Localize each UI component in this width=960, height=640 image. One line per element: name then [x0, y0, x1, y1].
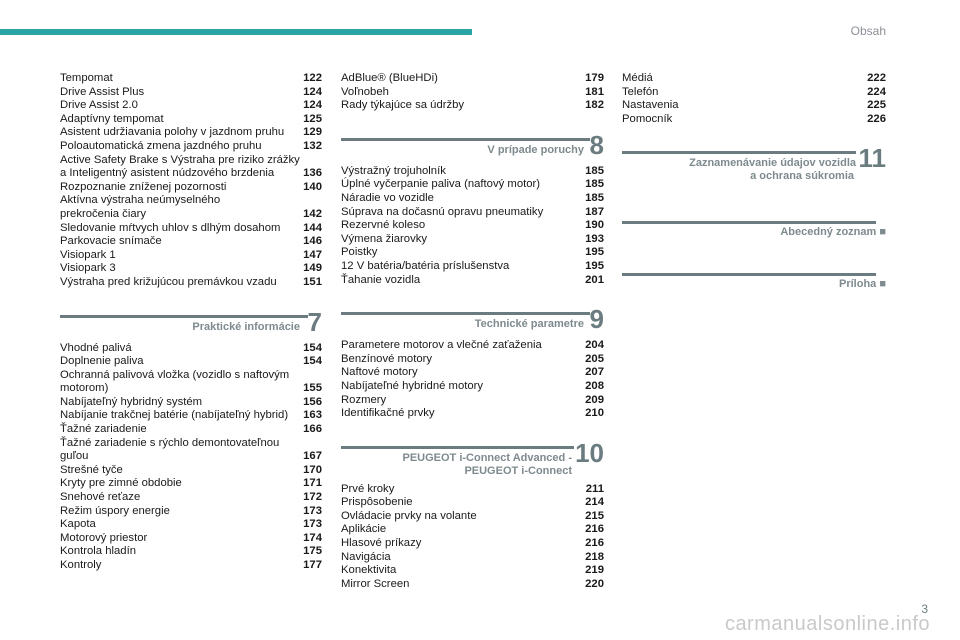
toc-entry-label: Aplikácie	[341, 523, 387, 536]
toc-entry-page: 146	[303, 235, 322, 248]
toc-entry[interactable]	[60, 126, 322, 140]
toc-entry-label: Režim úspory energie	[60, 504, 170, 517]
toc-entry[interactable]	[341, 523, 604, 537]
toc-entry-page: 209	[585, 393, 604, 406]
section-number: 10	[575, 437, 604, 468]
toc-column-1	[60, 72, 322, 573]
toc-entry[interactable]	[341, 353, 604, 367]
page-number: 3	[921, 602, 928, 616]
toc-entry[interactable]	[60, 518, 322, 532]
toc-entry[interactable]	[341, 206, 604, 220]
toc-entry-label: Nabíjateľný hybridný systém	[60, 395, 203, 408]
toc-entry-label: Voľnobeh	[341, 85, 389, 98]
toc-entry[interactable]	[622, 72, 886, 86]
toc-entry-label: Poloautomatická zmena jazdného pruhu	[60, 139, 262, 152]
toc-entry[interactable]	[622, 113, 886, 127]
toc-entry-label: 12 V batéria/batéria príslušenstva	[341, 259, 510, 272]
toc-entry-page: 151	[303, 275, 322, 288]
toc-entry[interactable]	[341, 407, 604, 421]
toc-entry-page: 185	[585, 191, 604, 204]
toc-entry-page: 132	[303, 139, 322, 152]
toc-entry-page: 129	[303, 126, 322, 139]
toc-entry-page: 149	[303, 262, 322, 275]
toc-entry[interactable]	[60, 222, 322, 236]
toc-entry-label: a Inteligentný asistent núdzového brzdenia	[60, 167, 275, 180]
toc-entry-page: 215	[585, 509, 604, 522]
toc-column-2	[341, 72, 604, 591]
toc-list	[341, 72, 604, 113]
section-10	[341, 439, 604, 592]
toc-entry-label: Poistky	[341, 246, 378, 259]
toc-entry-page: 185	[585, 164, 604, 177]
toc-list	[60, 72, 322, 290]
toc-entry[interactable]	[60, 369, 322, 383]
toc-entry-label: Náradie vo vozidle	[341, 191, 434, 204]
toc-entry-label: Výstraha pred križujúcou premávkou vzadu	[60, 275, 277, 288]
toc-entry-page: 195	[585, 246, 604, 259]
section-divider	[622, 273, 876, 276]
toc-entry[interactable]	[60, 99, 322, 113]
section-title-line: a ochrana súkromia	[750, 170, 854, 183]
toc-entry-label: Ťahanie vozidla	[341, 273, 421, 286]
toc-entry-label: Aktívna výstraha neúmyselného	[60, 194, 221, 207]
toc-entry-label: Rady týkajúce sa údržby	[341, 99, 465, 112]
toc-entry-label: Výstražný trojuholník	[341, 164, 446, 177]
section-title-line: Zaznamenávanie údajov vozidla	[689, 157, 856, 170]
toc-entry-page: 222	[867, 72, 886, 84]
watermark: carmanualsonline.info	[724, 613, 930, 635]
toc-entry-page: 220	[585, 577, 604, 590]
toc-entry-label: Výmena žiarovky	[341, 232, 428, 245]
section-title[interactable]	[689, 157, 856, 183]
section-header	[341, 439, 604, 483]
toc-entry[interactable]	[341, 339, 604, 353]
toc-entry[interactable]	[60, 113, 322, 127]
toc-entry-label: Visiopark 1	[60, 248, 116, 261]
section-number: 8	[589, 129, 604, 160]
section-header	[622, 144, 886, 188]
toc-entry[interactable]	[341, 219, 604, 233]
toc-entry-label: Doplnenie paliva	[60, 355, 144, 368]
toc-entry-label: Súprava na dočasnú opravu pneumatiky	[341, 205, 544, 218]
toc-entry[interactable]	[60, 450, 322, 464]
toc-entry[interactable]	[60, 559, 322, 573]
toc-entry[interactable]	[60, 72, 322, 86]
toc-entry-label: Hlasové príkazy	[341, 537, 422, 550]
toc-entry[interactable]	[341, 99, 604, 113]
toc-entry[interactable]	[60, 167, 322, 181]
toc-entry-label: Vhodné palivá	[60, 341, 132, 354]
section-8	[341, 131, 604, 287]
toc-entry-label: Strešné tyče	[60, 463, 123, 476]
toc-entry-label: Tempomat	[60, 72, 113, 84]
section-7	[60, 308, 322, 573]
toc-entry[interactable]	[60, 477, 322, 491]
toc-entry-page: 147	[303, 248, 322, 261]
toc-entry-label: Adaptívny tempomat	[60, 112, 164, 125]
toc-entry-page: 216	[585, 523, 604, 536]
toc-entry-page: 190	[585, 219, 604, 232]
toc-entry[interactable]	[60, 409, 322, 423]
toc-entry[interactable]	[341, 192, 604, 206]
toc-entry-page: 154	[303, 355, 322, 368]
toc-entry-page: 170	[303, 463, 322, 476]
toc-entry[interactable]	[341, 496, 604, 510]
section-divider	[341, 446, 574, 449]
section-number: 7	[307, 306, 322, 337]
toc-entry-label: Ovládacie prvky na volante	[341, 509, 477, 522]
toc-entry[interactable]	[60, 355, 322, 369]
toc-entry-label: Telefón	[622, 85, 659, 98]
toc-entry-page: 205	[585, 352, 604, 365]
toc-entry-label: Kontroly	[60, 559, 102, 571]
toc-entry-label: Parkovacie snímače	[60, 235, 162, 248]
toc-entry-label: Rozmery	[341, 393, 387, 406]
toc-entry[interactable]	[60, 181, 322, 195]
toc-entry-label: Identifikačné prvky	[341, 407, 435, 420]
toc-entry[interactable]	[341, 564, 604, 578]
toc-entry-page: 140	[303, 180, 322, 193]
toc-entry[interactable]	[60, 235, 322, 249]
toc-entry-page: 210	[585, 407, 604, 420]
toc-entry-page: 179	[585, 72, 604, 84]
toc-entry[interactable]	[341, 483, 604, 497]
toc-entry[interactable]	[60, 208, 322, 222]
toc-entry-label: Nabíjateľné hybridné motory	[341, 379, 484, 392]
toc-entry[interactable]	[622, 99, 886, 113]
toc-entry-page: 125	[303, 112, 322, 125]
section-number: 9	[589, 304, 604, 335]
toc-entry-label: Nastavenia	[622, 99, 679, 112]
toc-entry[interactable]	[60, 249, 322, 263]
toc-entry-page: 166	[303, 423, 322, 436]
toc-entry-page: 195	[585, 259, 604, 272]
section-appendix	[622, 266, 886, 292]
toc-entry[interactable]	[60, 140, 322, 154]
section-title-line: PEUGEOT i-Connect Advanced -	[402, 451, 572, 464]
toc-entry-page: 171	[303, 477, 322, 490]
toc-entry-page: 155	[303, 382, 322, 395]
toc-entry-label: Prvé kroky	[341, 482, 395, 495]
toc-entry-page: 174	[303, 531, 322, 544]
toc-entry-label: Mirror Screen	[341, 577, 410, 590]
toc-entry-page: 219	[585, 564, 604, 577]
toc-entry[interactable]	[341, 537, 604, 551]
toc-entry-label: Navigácia	[341, 550, 391, 563]
toc-entry-page: 142	[303, 207, 322, 220]
toc-list	[341, 483, 604, 592]
toc-entry[interactable]	[341, 246, 604, 260]
toc-entry-page: 156	[303, 395, 322, 408]
section-number: 11	[858, 143, 886, 174]
toc-entry-label: Asistent udržiavania polohy v jazdnom pruhu	[60, 126, 285, 139]
toc-entry[interactable]	[60, 194, 322, 208]
toc-entry[interactable]	[622, 86, 886, 100]
toc-entry-page: 172	[303, 491, 322, 504]
toc-entry-page: 187	[585, 205, 604, 218]
section-header	[341, 305, 604, 339]
toc-entry-page: 214	[585, 496, 604, 509]
toc-entry-page: 144	[303, 221, 322, 234]
section-divider	[341, 312, 590, 315]
section-divider	[60, 315, 308, 318]
toc-entry[interactable]	[341, 178, 604, 192]
toc-entry[interactable]	[341, 72, 604, 86]
toc-list	[622, 72, 886, 126]
toc-entry-label: Active Safety Brake s Výstraha pre riziko zrážky	[60, 153, 300, 166]
section-divider	[622, 221, 876, 224]
toc-entry-label: Drive Assist Plus	[60, 85, 145, 98]
toc-entry-page: 185	[585, 178, 604, 191]
toc-entry-label: Úplné vyčerpanie paliva (naftový motor)	[341, 178, 541, 191]
toc-entry[interactable]	[60, 532, 322, 546]
toc-entry-page: 136	[303, 167, 322, 180]
toc-entry-page: 216	[585, 537, 604, 550]
toc-entry[interactable]	[60, 423, 322, 437]
toc-entry[interactable]	[341, 366, 604, 380]
toc-entry-label: Médiá	[622, 72, 653, 84]
section-divider	[622, 151, 856, 154]
toc-entry-label: Motorový priestor	[60, 531, 148, 544]
toc-entry-page: 181	[585, 85, 604, 98]
toc-entry-label: Pomocník	[622, 112, 673, 125]
section-title[interactable]: Technické parametre	[474, 318, 584, 331]
toc-entry[interactable]	[60, 342, 322, 356]
section-title[interactable]: V prípade poruchy	[487, 143, 584, 156]
section-header	[60, 308, 322, 342]
toc-entry-label: motorom)	[60, 382, 109, 395]
toc-list	[60, 342, 322, 573]
toc-entry-page: 175	[303, 545, 322, 558]
toc-entry-page: 163	[303, 409, 322, 422]
toc-entry-page: 167	[303, 450, 322, 463]
toc-entry-page: 224	[867, 85, 886, 98]
toc-entry[interactable]	[341, 260, 604, 274]
toc-entry[interactable]	[341, 510, 604, 524]
section-title[interactable]: Praktické informácie	[192, 320, 300, 333]
toc-entry[interactable]	[341, 233, 604, 247]
toc-entry-page: 122	[303, 72, 322, 84]
toc-entry[interactable]	[60, 154, 322, 168]
section-title[interactable]: Abecedný zoznam ■	[780, 226, 886, 239]
toc-entry-label: Ťažné zariadenie	[60, 423, 147, 436]
toc-entry-label: Parametere motorov a vlečné zaťaženia	[341, 339, 542, 352]
toc-entry-label: AdBlue® (BlueHDi)	[341, 72, 438, 84]
toc-entry-label: Snehové reťaze	[60, 491, 141, 504]
page-header-title: Obsah	[850, 24, 886, 38]
toc-entry-page: 124	[303, 85, 322, 98]
toc-entry[interactable]	[341, 274, 604, 288]
toc-entry-page: 207	[585, 366, 604, 379]
toc-entry[interactable]	[60, 382, 322, 396]
toc-entry-label: Rozpoznanie zníženej pozornosti	[60, 180, 227, 193]
section-title-line: PEUGEOT i-Connect	[464, 464, 572, 477]
toc-entry-page: 182	[585, 99, 604, 112]
toc-entry-label: Rezervné koleso	[341, 219, 426, 232]
toc-entry-page: 211	[585, 482, 604, 495]
toc-list	[341, 339, 604, 421]
toc-entry[interactable]	[341, 551, 604, 565]
section-11	[622, 144, 886, 188]
toc-entry[interactable]	[60, 491, 322, 505]
toc-entry[interactable]	[60, 545, 322, 559]
toc-entry-page: 173	[303, 518, 322, 531]
section-index	[622, 214, 886, 240]
section-divider	[341, 138, 590, 141]
toc-entry[interactable]	[341, 165, 604, 179]
toc-entry[interactable]	[60, 262, 322, 276]
section-header	[341, 131, 604, 165]
toc-entry[interactable]	[60, 396, 322, 410]
toc-entry-label: Sledovanie mŕtvych uhlov s dlhým dosahom	[60, 221, 281, 234]
toc-entry-page: 204	[585, 339, 604, 352]
toc-entry-label: Visiopark 3	[60, 262, 116, 275]
toc-entry-label: Kapota	[60, 518, 96, 531]
toc-entry[interactable]	[341, 394, 604, 408]
toc-entry-page: 193	[585, 232, 604, 245]
toc-entry-label: Konektivita	[341, 564, 397, 577]
toc-entry[interactable]	[341, 380, 604, 394]
toc-entry-page: 177	[303, 559, 322, 571]
toc-entry[interactable]	[60, 437, 322, 451]
toc-entry-label: Benzínové motory	[341, 352, 433, 365]
toc-entry[interactable]	[341, 86, 604, 100]
toc-entry-page: 154	[303, 341, 322, 354]
toc-entry-label: Prispôsobenie	[341, 496, 413, 509]
section-title[interactable]: Príloha ■	[839, 278, 886, 291]
toc-entry-label: Ochranná palivová vložka (vozidlo s naftovým	[60, 368, 290, 381]
toc-entry-page: 173	[303, 504, 322, 517]
toc-entry-page: 218	[585, 550, 604, 563]
toc-entry-label: guľou	[60, 450, 89, 463]
section-title[interactable]	[402, 452, 572, 478]
toc-entry-page: 226	[867, 112, 886, 125]
toc-entry-label: Kontrola hladín	[60, 545, 136, 558]
toc-entry-page: 225	[867, 99, 886, 112]
toc-entry-page: 201	[585, 273, 604, 286]
toc-entry[interactable]	[341, 578, 604, 592]
toc-column-3	[622, 72, 886, 292]
toc-entry-label: Nabíjanie trakčnej batérie (nabíjateľný hybrid)	[60, 409, 289, 422]
accent-bar	[0, 29, 472, 35]
toc-list	[341, 165, 604, 287]
toc-entry-label: Kryty pre zimné obdobie	[60, 477, 182, 490]
toc-entry[interactable]	[60, 464, 322, 478]
toc-entry-label: Ťažné zariadenie s rýchlo demontovateľnou	[60, 436, 280, 449]
toc-entry-label: Naftové motory	[341, 366, 418, 379]
section-9	[341, 305, 604, 421]
toc-entry[interactable]	[60, 505, 322, 519]
toc-entry[interactable]	[60, 86, 322, 100]
toc-entry-page: 208	[585, 379, 604, 392]
toc-entry-label: Drive Assist 2.0	[60, 99, 138, 112]
toc-entry-page: 124	[303, 99, 322, 112]
toc-entry[interactable]	[60, 276, 322, 290]
toc-entry-label: prekročenia čiary	[60, 207, 147, 220]
